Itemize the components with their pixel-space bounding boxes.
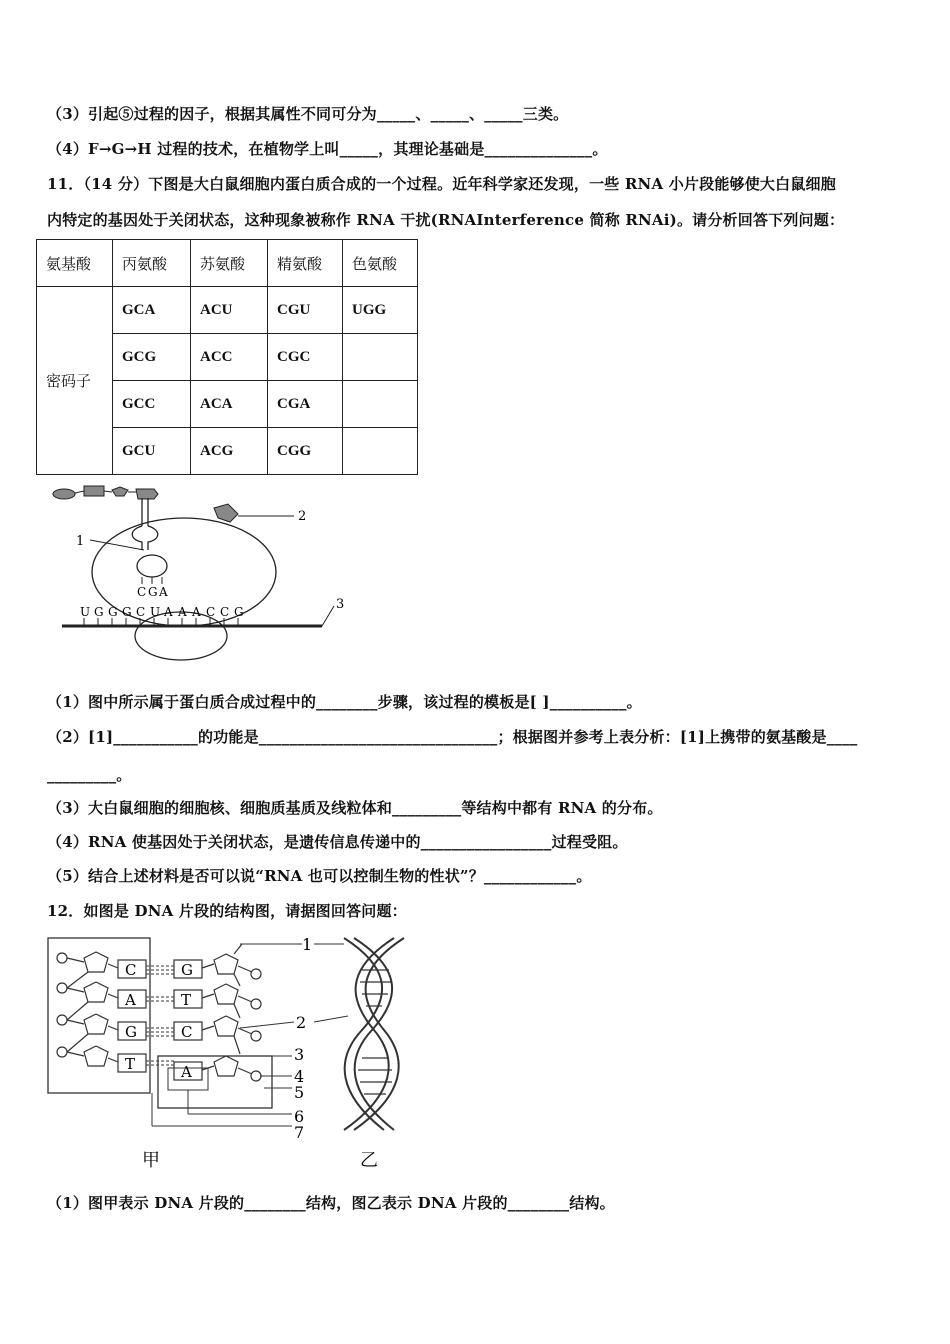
table-header: 精氨酸	[268, 240, 343, 287]
q10-sub4: （4）F→G→H 过程的技术，在植物学上叫_____，其理论基础是______________。	[47, 140, 608, 158]
translation-figure	[40, 480, 370, 665]
q11-sub2-cont: _________。	[47, 766, 132, 784]
mrna-base: G	[122, 605, 132, 619]
table-cell: CGA	[268, 381, 343, 428]
table-cell: GCG	[113, 334, 191, 381]
label-2: 2	[298, 509, 307, 524]
q11-sub3: （3）大白鼠细胞的细胞核、细胞质基质及线粒体和_________等结构中都有 RNA 的分布。	[47, 799, 663, 817]
label-5: 5	[294, 1083, 305, 1102]
base-left: T	[125, 1055, 136, 1073]
mrna-base: U	[80, 605, 91, 619]
label-1: 1	[76, 534, 85, 549]
table-cell: CGU	[268, 287, 343, 334]
mrna-base: C	[220, 605, 230, 619]
base-right: C	[181, 1023, 193, 1041]
table-cell	[343, 381, 418, 428]
table-header: 氨基酸	[37, 240, 113, 287]
q12-stem: 12．如图是 DNA 片段的结构图，请据图回答问题：	[47, 902, 407, 920]
table-cell: ACC	[191, 334, 268, 381]
label-3: 3	[294, 1045, 305, 1064]
table-cell: ACG	[191, 428, 268, 475]
anticodon-base: C	[137, 585, 147, 599]
base-left: C	[125, 961, 137, 979]
row-label: 密码子	[37, 287, 113, 475]
table-cell: GCA	[113, 287, 191, 334]
q11-sub5: （5）结合上述材料是否可以说“RNA 也可以控制生物的性状”？____________。	[47, 867, 592, 885]
mrna-base: A	[192, 605, 201, 619]
q11-stem-line1: 11．（14 分）下图是大白鼠细胞内蛋白质合成的一个过程。近年科学家还发现，一些 RNA 小片段能够使大白鼠细胞	[47, 175, 836, 193]
table-cell: CGC	[268, 334, 343, 381]
caption-jia: 甲	[142, 1150, 160, 1171]
mrna-base: C	[136, 605, 146, 619]
mrna-base: A	[164, 605, 173, 619]
q11-stem-line2: 内特定的基因处于关闭状态，这种现象被称作 RNA 干扰(RNAInterference 简称 RNAi)。请分析回答下列问题：	[47, 211, 845, 229]
label-1: 1	[302, 935, 313, 954]
table-cell: ACA	[191, 381, 268, 428]
table-cell: GCU	[113, 428, 191, 475]
codon-table	[36, 239, 418, 475]
q11-sub1: （1）图中所示属于蛋白质合成过程中的________步骤，该过程的模板是[ ]__________。	[47, 693, 642, 711]
table-header: 色氨酸	[343, 240, 418, 287]
table-cell: CGG	[268, 428, 343, 475]
base-left: A	[125, 991, 136, 1009]
mrna-base: G	[108, 605, 118, 619]
table-header: 苏氨酸	[191, 240, 268, 287]
base-right: G	[181, 961, 193, 979]
q12-sub1: （1）图甲表示 DNA 片段的________结构，图乙表示 DNA 片段的________结构。	[47, 1194, 615, 1212]
anticodon-base: G	[148, 585, 158, 599]
q11-sub2: （2）[1]___________的功能是_______________________________；根据图并参考上表分析：[1]上携带的氨基酸是____	[47, 728, 858, 746]
table-cell: UGG	[343, 287, 418, 334]
table-cell	[343, 428, 418, 475]
table-cell	[343, 334, 418, 381]
dna-figure	[44, 930, 424, 1175]
mrna-base: G	[94, 605, 104, 619]
mrna-base: A	[178, 605, 187, 619]
base-right: T	[181, 991, 192, 1009]
mrna-base: G	[234, 605, 244, 619]
mrna-base: C	[206, 605, 216, 619]
table-header: 丙氨酸	[113, 240, 191, 287]
base-left: G	[125, 1023, 137, 1041]
caption-yi: 乙	[360, 1150, 378, 1171]
mrna-base: U	[150, 605, 161, 619]
table-cell: GCC	[113, 381, 191, 428]
q10-sub3: （3）引起⑤过程的因子，根据其属性不同可分为_____、_____、_____三类。	[47, 105, 569, 123]
base-right: A	[181, 1063, 192, 1081]
label-3: 3	[336, 597, 345, 612]
anticodon-base: A	[159, 585, 168, 599]
label-7: 7	[294, 1123, 305, 1142]
table-cell: ACU	[191, 287, 268, 334]
mrna-codons	[80, 605, 244, 619]
q11-sub4: （4）RNA 使基因处于关闭状态，是遗传信息传递中的_________________过程受阻。	[47, 833, 628, 851]
label-6: 6	[294, 1107, 305, 1126]
label-2: 2	[296, 1013, 307, 1032]
label-4: 4	[294, 1067, 305, 1086]
